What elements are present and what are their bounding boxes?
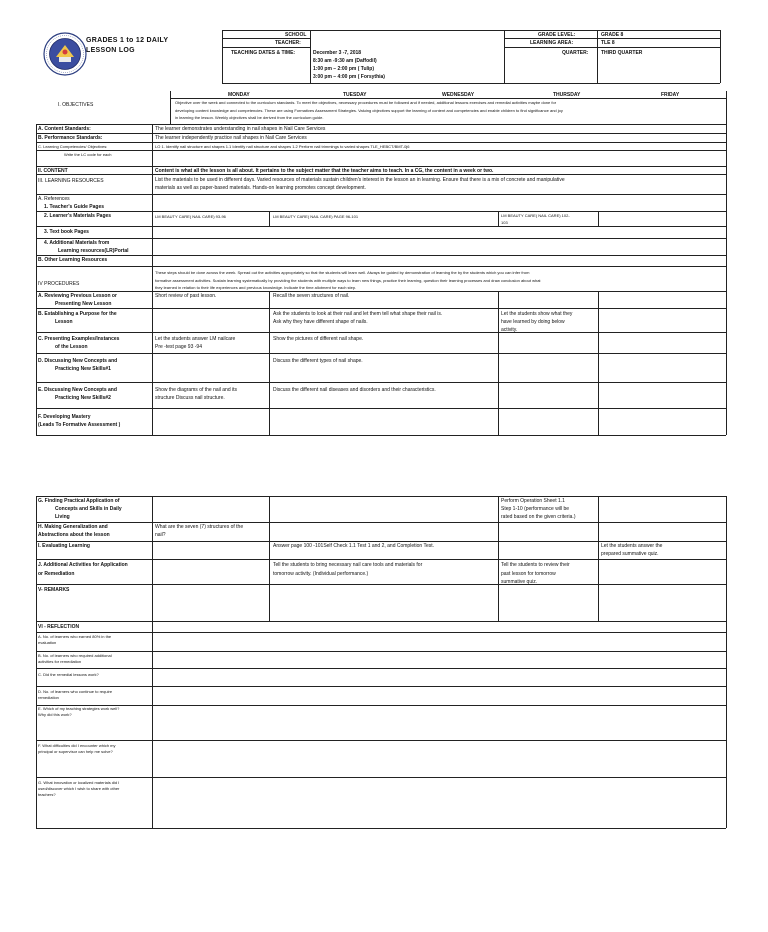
procedure-d-label-line-2: Practicing New Skills#1 [55,366,111,372]
lm-pages-thursday-line-2: 103 [501,220,508,225]
reflection-d-line-2: remediation [38,695,59,700]
procedure-a-label-line-2: Presenting New Lesson [55,301,112,307]
procedure-j-thursday-line-2: past lesson for tomorrow [501,571,556,577]
procedure-c-monday-line-2: Pre -test page 93 -94 [155,344,202,350]
procedure-e-monday-line-2: structure Discuss nail structure. [155,395,225,401]
lm-pages-tuesday: LM BEAUTY CARE( NAIL CARE) PAGE 96-101 [273,214,359,219]
references-label: A. References [38,196,70,202]
objectives-text-line-2: developing content knowledge and competencies. These are using Formatives Assessment Strategies. Valuing objectives support the learning of content and competencies and enable children to find significance and joy [175,108,563,113]
quarter-value: THIRD QUARTER [601,50,643,56]
procedure-e-label-line-1: E. Discussing New Concepts and [38,387,117,393]
reflection-b-line-2: activities for remediation [38,659,82,664]
deped-seal-logo [43,32,87,76]
procedures-text-line-1: These steps should be done across the week. Spread out the activities appropriately so that the students will learn well. Always be guided by demonstration of learning the by the students which you can infer from [155,270,530,275]
procedure-h-monday-line-1: What are the seven (7) structures of the [155,524,244,530]
procedure-h-monday-line-2: nail? [155,532,166,538]
content-text: Content is what all the lesson is all about. It pertains to the subject matter that the teacher aims to teach. In a CG, the content in a week or two. [155,168,494,174]
procedure-j-label-line-1: J. Additional Activities for Application [38,562,128,568]
procedure-a-monday: Short review of past lesson. [155,293,217,299]
reflection-g-line-3: teachers? [38,792,56,797]
textbook-pages-label: 3. Text book Pages [44,229,89,235]
day-header-friday: FRIDAY [661,92,680,98]
school-label: SCHOOL [285,32,307,38]
procedures-text-line-2: formative assessment activities. Sustain learning systematically by providing the students with multiple ways to learn new things, practice their learning, question their learning processes and draw conclusion about what [155,278,541,283]
procedure-b-tuesday-line-2: Ask why they have different shape of nails. [273,319,368,325]
procedures-label: IV PROCEDURES [38,281,80,287]
competencies-label-line-1: C. Learning Competencies/ Objectives: [38,144,108,149]
procedure-e-monday-line-1: Show the diagrams of the nail and its [155,387,237,393]
time-slot-1: 8:30 am -9:30 am (Daffodil) [313,58,377,64]
reflection-g-line-2: used/discover which I wish to share with other [38,786,120,791]
learning-area-label: LEARNING AREA: [530,40,574,46]
procedure-c-label-line-1: C. Presenting Examples/Instances [38,336,120,342]
procedure-b-thursday-line-2: have learned by doing below [501,319,565,325]
form-title-line-1: GRADES 1 to 12 DAILY [86,37,169,44]
day-header-tuesday: TUESDAY [343,92,367,98]
procedure-b-label-line-1: B. Establishing a Purpose for the [38,311,117,317]
reflection-b-line-1: B. No. of learners who required additional [38,653,112,658]
reflection-d-line-1: D. No. of learners who continue to require [38,689,113,694]
objectives-label: I. OBJECTIVES [58,102,94,108]
reflection-f-line-1: F. What difficulties did I encounter which my [38,743,116,748]
procedures-text-line-3: they learned in relation to their life experiences and previous knowledge. Indicate the time allotment for each step. [155,285,357,290]
reflection-e-line-2: Why did this work? [38,712,72,717]
procedure-j-label-line-2: or Remediation [38,571,75,577]
procedure-f-label-line-2: (Leads To Formative Assessment ) [38,422,121,428]
procedure-g-thursday-line-3: rated based on the given criteria.) [501,514,576,520]
grade-level-value: GRADE 8 [601,32,624,38]
procedure-i-friday-line-1: Let the students answer the [601,543,663,549]
procedure-c-label-line-2: of the Lesson [55,344,88,350]
dates-value: December 3 -7, 2018 [313,50,362,56]
procedure-i-tuesday: Answer page 100 -101Self Check 1.1 Test 1 and 2, and Completion Test. [273,543,435,549]
additional-materials-label-line-1: 4. Additional Materials from [44,240,110,246]
day-header-monday: MONDAY [228,92,250,98]
learning-area-value: TLE 8 [601,40,615,46]
lm-pages-thursday-line-1: LM BEAUTY CARE( NAIL CARE) 102- [501,213,570,218]
procedure-j-thursday-line-3: summative quiz. [501,579,538,585]
competencies-label-line-2: Write the LC code for each [64,152,112,157]
procedure-h-label-line-1: H. Making Generalization and [38,524,108,530]
reflection-a-line-2: evaluation [38,640,57,645]
reflection-c: C. Did the remedial lessons work? [38,672,99,677]
day-header-thursday: THURSDAY [553,92,581,98]
procedure-b-tuesday-line-1: Ask the students to look at their nail and let them tell what shape their nail is. [273,311,443,317]
procedure-g-label-line-3: Living [55,514,70,520]
reflection-a-line-1: A. No. of learners who earned 80% in the [38,634,112,639]
procedure-d-tuesday: Discuss the different types of nail shape. [273,358,363,364]
dates-label: TEACHING DATES & TIME: [231,50,296,56]
procedure-f-label-line-1: F. Developing Mastery [38,414,91,420]
content-standards-label: A. Content Standards: [38,126,91,132]
competencies-text: LO 1. Identify nail structure and shapes 1.1 Identify nail structure and shapes 1.2 Perform nail trimmings to varied shapes TLE_HEBCT/BMT-0j6 [155,144,410,149]
lm-pages-monday: LM BEAUTY CARE( NAIL CARE) 93-96 [155,214,226,219]
procedure-h-label-line-2: Abstractions about the lesson [38,532,110,538]
additional-materials-label-line-2: Learning resources(LR)Portal [58,248,129,254]
procedure-e-tuesday: Discuss the different nail diseases and disorders and their characteristics. [273,387,436,393]
learning-resources-label: III. LEARNING RESOURCES [38,178,104,184]
performance-standards-label: B. Performance Standards: [38,135,103,141]
reflection-f-line-2: principal or supervisor can help me solve? [38,749,113,754]
procedure-b-thursday-line-3: activity. [501,327,518,333]
procedure-g-label-line-2: Concepts and Skills in Daily [55,506,122,512]
procedure-g-thursday-line-1: Perform Operation Sheet 1.1 [501,498,565,504]
reflection-g-line-1: G. What innovation or localized materials did I [38,780,120,785]
teachers-guide-label: 1. Teacher's Guide Pages [44,204,105,210]
procedure-g-thursday-line-2: Step 1-10 (performance will be [501,506,570,512]
grade-level-label: GRADE LEVEL: [538,32,576,38]
form-title-line-2: LESSON LOG [86,47,135,54]
content-standards-text: The learner demonstrates understanding in nail shapes in Nail Care Services [155,126,326,132]
procedure-g-label-line-1: G. Finding Practical Application of [38,498,120,504]
procedure-e-label-line-2: Practicing New Skills#2 [55,395,111,401]
procedure-j-thursday-line-1: Tell the students to review their [501,562,570,568]
reflection-label: VI - REFLECTION [38,624,80,630]
other-resources-label: B. Other Learning Resources [38,257,108,263]
procedure-b-label-line-2: Lesson [55,319,73,325]
procedure-b-thursday-line-1: Let the students show what they [501,311,573,317]
learners-materials-label: 2. Learner's Materials Pages [44,213,112,219]
procedure-c-tuesday: Show the pictures of different nail shape. [273,336,364,342]
objectives-text-line-3: in learning the lesson. Weekly objectives shall be derived from the curriculum guide. [175,115,324,120]
learning-resources-text-line-1: List the materials to be used in different days. Varied resources of materials sustain children's interest in the lesson an in learning. Ensure that there is a mix of concrete and manipulative [155,177,565,183]
time-slot-2: 1:00 pm – 2:00 pm ( Tulip) [313,66,375,72]
teacher-label: TEACHER: [275,40,301,46]
quarter-label: QUARTER: [562,50,589,56]
day-header-wednesday: WEDNESDAY [442,92,475,98]
procedure-j-tuesday-line-1: Tell the students to bring necessary nail care tools and materials for [273,562,423,568]
procedure-i-friday-line-2: prepared summative quiz. [601,551,659,557]
remarks-label: V- REMARKS [38,587,70,593]
time-slot-3: 3:00 pm – 4:00 pm ( Forsythia) [313,74,385,80]
performance-standards-text: The learner independently practice nail shapes in Nail Care Services [155,135,307,141]
objectives-text-line-1: Objective over the week and connected to the curriculum standards. To meet the objectives, necessary procedures must be followed and if needed, additional lessons exercises and remedial activities maybe done for [175,100,557,105]
procedure-a-tuesday: Recall the seven structures of nail. [273,293,350,299]
content-label: II. CONTENT [38,168,68,174]
procedure-i-label: I. Evaluating Learning [38,543,90,549]
procedure-d-label-line-1: D. Discussing New Concepts and [38,358,118,364]
procedure-a-label-line-1: A. Reviewing Previous Lesson or [38,293,117,299]
procedure-c-monday-line-1: Let the students answer LM nailcare [155,336,236,342]
learning-resources-text-line-2: materials as well as paper-based materials. Hands-on learning promotes concept development. [155,185,366,191]
reflection-e-line-1: E. Which of my teaching strategies work well? [38,706,120,711]
procedure-j-tuesday-line-2: tomorrow activity. (Individual performance.) [273,571,369,577]
